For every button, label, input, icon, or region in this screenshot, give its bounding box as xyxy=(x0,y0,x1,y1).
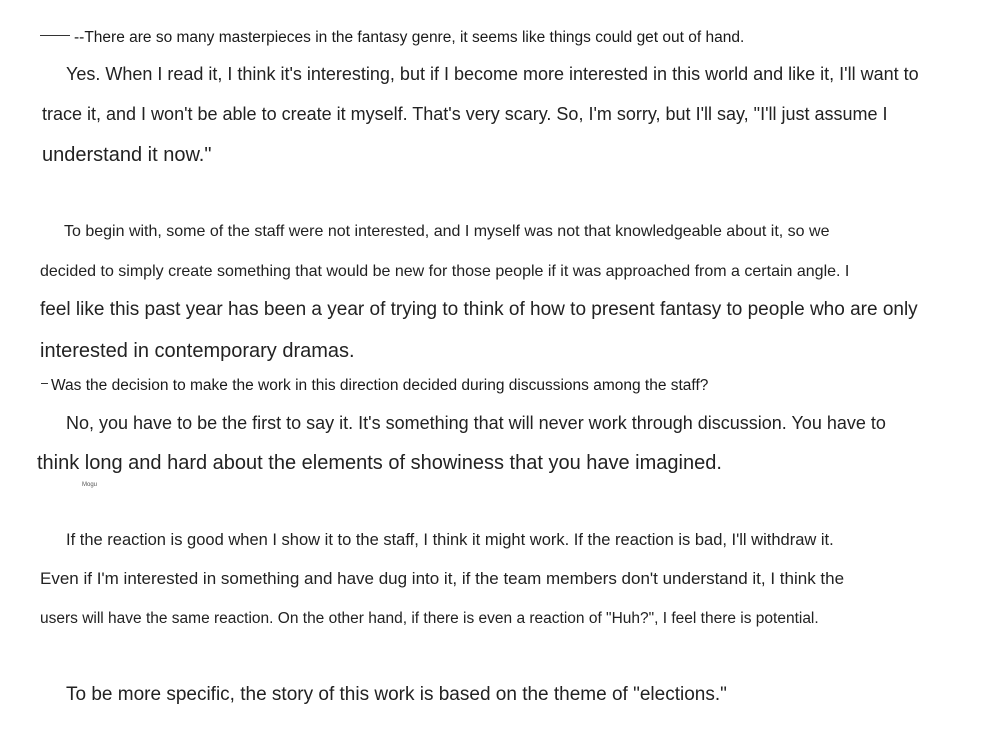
answer-line: interested in contemporary dramas. xyxy=(40,340,355,362)
interview-question: --There are so many masterpieces in the fantasy genre, it seems like things could get out of hand. xyxy=(40,29,744,48)
answer-line: trace it, and I won't be able to create it myself. That's very scary. So, I'm sorry, but I'll say, "I'll just assume I xyxy=(42,104,888,124)
answer-line: decided to simply create something that would be new for those people if it was approached from a certain angle. I xyxy=(40,263,850,280)
interview-question: Was the decision to make the work in this direction decided during discussions among the staff? xyxy=(41,377,708,396)
answer-line: Yes. When I read it, I think it's interesting, but if I become more interested in this world and like it, I'll want to xyxy=(66,64,919,84)
answer-line: To begin with, some of the staff were not interested, and I myself was not that knowledgeable about it, so we xyxy=(64,223,830,240)
answer-line: If the reaction is good when I show it to the staff, I think it might work. If the reaction is bad, I'll withdraw it. xyxy=(66,531,834,549)
answer-line: feel like this past year has been a year of trying to think of how to present fantasy to people who are only xyxy=(40,299,918,320)
answer-line: think long and hard about the elements of showiness that you have imagined. xyxy=(37,452,722,474)
answer-line: Even if I'm interested in something and have dug into it, if the team members don't understand it, I think the xyxy=(40,569,845,588)
answer-line: To be more specific, the story of this work is based on the theme of "elections." xyxy=(66,684,727,705)
answer-line: users will have the same reaction. On the other hand, if there is even a reaction of "Huh?", I feel there is potential. xyxy=(40,610,819,627)
answer-line: No, you have to be the first to say it. It's something that will never work through discussion. You have to xyxy=(66,413,886,433)
question-dash xyxy=(40,35,70,36)
watermark-text: Mogu xyxy=(82,482,98,488)
answer-line: understand it now." xyxy=(42,144,212,166)
question-dash xyxy=(41,383,48,384)
